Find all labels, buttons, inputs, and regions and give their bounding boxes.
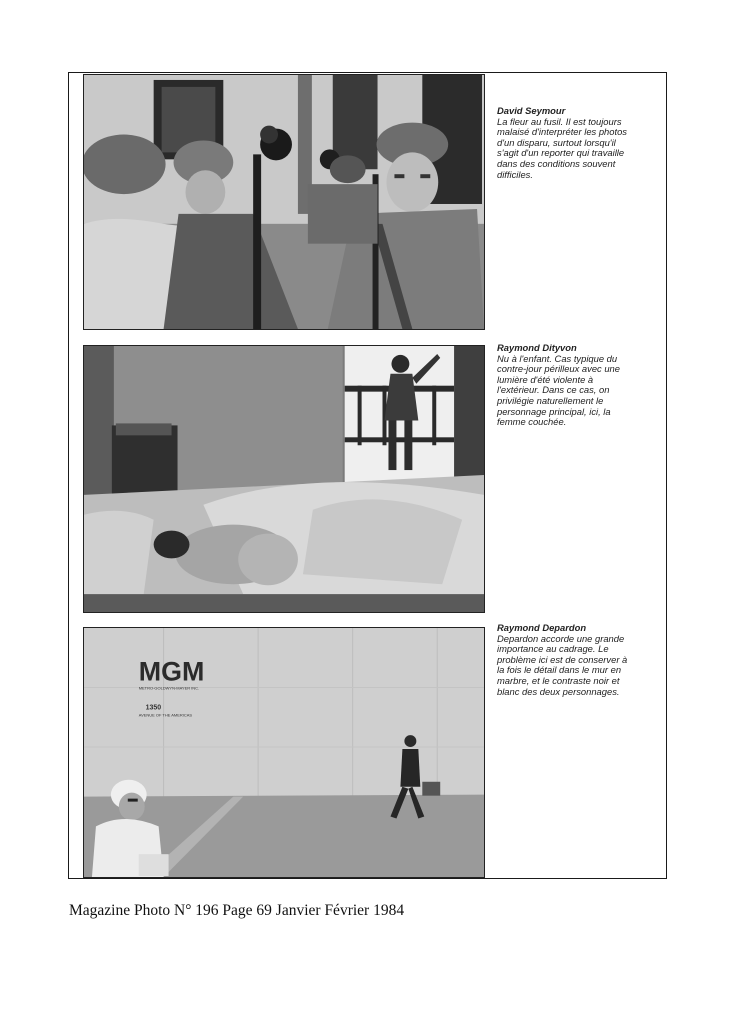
magazine-page-frame [68,72,667,879]
photo-soldiers-image [84,75,484,329]
caption-dityvon [497,343,637,428]
photo-soldiers [83,74,485,330]
mgm-logo: MGM [138,656,205,687]
mgm-street-name: AVENUE OF THE AMERICAS [138,712,193,718]
caption-author: David Seymour [497,105,566,116]
caption-seymour [497,106,637,180]
photo-mgm-lobby [83,627,485,878]
photo-mgm-lobby-image [84,628,484,877]
caption-author: Raymond Depardon [497,622,587,633]
mgm-company-name: METRO-GOLDWYN-MAYER INC. [138,685,200,691]
caption-text: La fleur au fusil. Il est toujours malaisé d'interpréter les photos d'un disparu, surtout lorsqu'il s'agit d'un reporter qui travaille dans des conditions souvent difficiles. [497,115,627,180]
caption-text: Nu à l'enfant. Cas typique du contre-jour périlleux avec une lumière d'été violente à l'extérieur. Dans ce cas, on privilégie naturellement le personnage principal, ici, la femme couchée. [497,352,620,428]
caption-depardon [497,623,637,697]
mgm-street-number: 1350 [145,704,162,712]
page-footer-citation: Magazine Photo N° 196 Page 69 Janvier Février 1984 [69,902,405,919]
photo-nude-child-image [84,346,484,612]
caption-text: Depardon accorde une grande importance au cadrage. Le problème ici est de conserver à la fois le détail dans le mur en marbre, et le contraste noir et blanc des deux personnages. [497,632,628,697]
photo-nude-child [83,345,485,613]
caption-author: Raymond Dityvon [497,342,577,353]
